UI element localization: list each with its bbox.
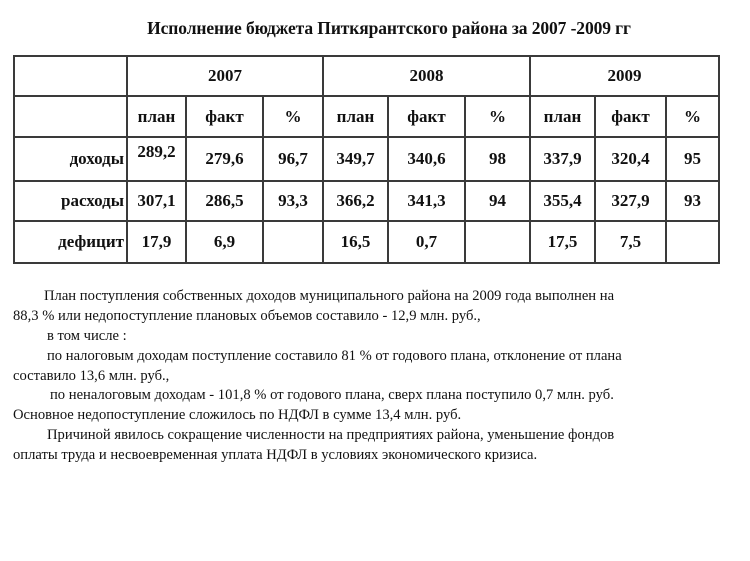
cell-value: 96,7	[263, 137, 323, 181]
sub-header-label-cell	[14, 96, 127, 137]
cell-value: 17,9	[127, 221, 186, 263]
cell-value: 327,9	[595, 181, 666, 221]
cell-value: 349,7	[323, 137, 388, 181]
cell-value	[666, 221, 719, 263]
cell-value: 355,4	[530, 181, 595, 221]
text-line: оплаты труда и несвоевременная уплата НДФЛ в условиях экономического кризиса.	[13, 447, 538, 464]
text-line: План поступления собственных доходов муниципального района на 2009 года выполнен на	[44, 288, 615, 304]
cell-value: 93	[666, 181, 719, 221]
cell-value: 337,9	[530, 137, 595, 181]
text-line: в том числе :	[47, 327, 127, 344]
sub-header-plan: план	[323, 96, 388, 137]
cell-value: 93,3	[263, 181, 323, 221]
cell-value: 320,4	[595, 137, 666, 181]
corner-cell	[14, 56, 127, 96]
cell-value: 341,3	[388, 181, 465, 221]
text-line: Основное недопоступление сложилось по НДФЛ в сумме 13,4 млн. руб.	[13, 407, 462, 424]
sub-header-percent: %	[465, 96, 530, 137]
table-row-deficit	[14, 221, 719, 263]
text-line: 88,3 % или недопоступление плановых объемов составило - 12,9 млн. руб.,	[13, 307, 481, 324]
cell-value: 279,6	[186, 137, 263, 181]
cell-value: 307,1	[127, 181, 186, 221]
document-title: Исполнение бюджета Питкярантского района за 2007 -2009 гг	[147, 18, 631, 38]
cell-value: 286,5	[186, 181, 263, 221]
cell-value: 0,7	[388, 221, 465, 263]
cell-value: 6,9	[186, 221, 263, 263]
cell-value	[465, 221, 530, 263]
row-label: доходы	[14, 137, 127, 181]
cell-value: 95	[666, 137, 719, 181]
explanatory-text	[13, 287, 733, 466]
sub-header-plan: план	[530, 96, 595, 137]
sub-header-percent: %	[263, 96, 323, 137]
sub-header-plan: план	[127, 96, 186, 137]
cell-value: 7,5	[595, 221, 666, 263]
sub-header-fact: факт	[595, 96, 666, 137]
cell-value: 16,5	[323, 221, 388, 263]
year-header-row	[14, 56, 719, 96]
text-line: по неналоговым доходам - 101,8 % от годового плана, сверх плана поступило 0,7 млн. руб.	[50, 387, 614, 404]
text-line: Причиной явилось сокращение численности на предприятиях района, уменьшение фондов	[47, 427, 615, 444]
cell-value	[263, 221, 323, 263]
sub-header-fact: факт	[186, 96, 263, 137]
year-header-2007: 2007	[127, 56, 323, 96]
text-line: по налоговым доходам поступление составило 81 % от годового плана, отклонение от плана	[47, 347, 622, 364]
sub-header-fact: факт	[388, 96, 465, 137]
table-row-income	[14, 137, 719, 181]
text-line: составило 13,6 млн. руб.,	[13, 367, 170, 384]
cell-value: 340,6	[388, 137, 465, 181]
budget-table	[13, 55, 720, 264]
cell-value: 17,5	[530, 221, 595, 263]
cell-value: 94	[465, 181, 530, 221]
table-row-expenses	[14, 181, 719, 221]
cell-value: 98	[465, 137, 530, 181]
year-header-2008: 2008	[323, 56, 530, 96]
year-header-2009: 2009	[530, 56, 719, 96]
row-label: дефицит	[14, 221, 127, 263]
sub-header-row	[14, 96, 719, 137]
cell-value: 366,2	[323, 181, 388, 221]
sub-header-percent: %	[666, 96, 719, 137]
row-label: расходы	[14, 181, 127, 221]
cell-value: 289,2	[127, 137, 186, 181]
